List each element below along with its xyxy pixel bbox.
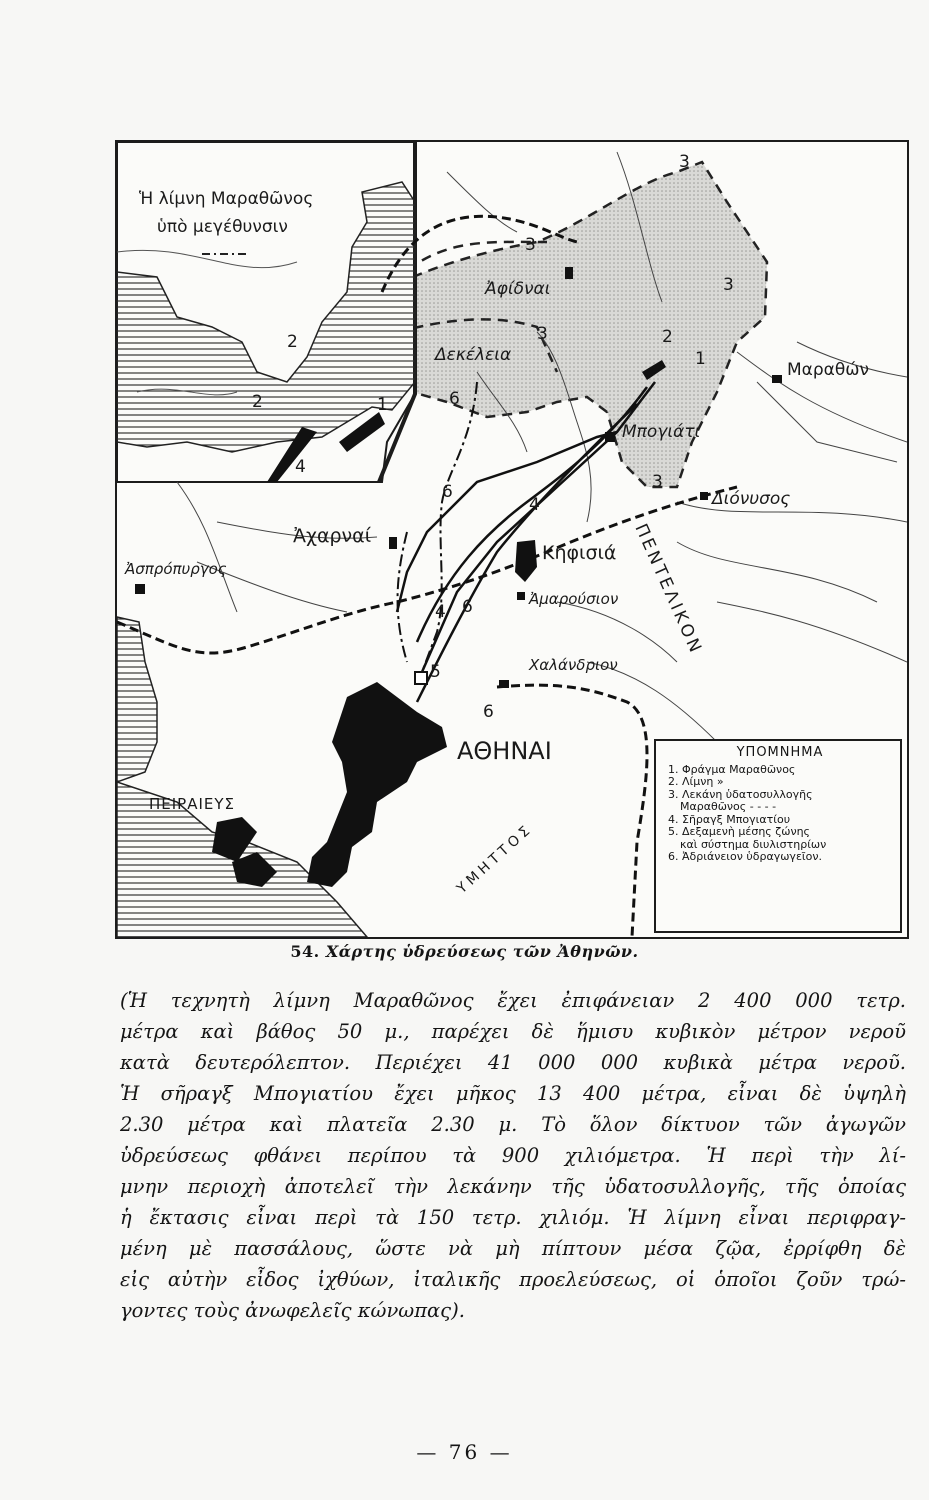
text-line: Ἡ σῆραγξ Μπογιατίου ἔχει μῆκος 13 400 μέτρα, εἶναι δὲ ὑψηλὴ (120, 1082, 906, 1105)
marker-4: 4 (435, 602, 446, 622)
mountain-pentelikon: ΠΕΝΤΕΛΙΚΟΝ (630, 520, 707, 659)
text-line: γοντες τοὺς ἀνωφελεῖς κώνωπας). (120, 1299, 465, 1322)
marker-2: 2 (662, 327, 673, 347)
figure-caption (0, 942, 929, 961)
legend-item: καὶ σύστημα διυλιστηρίων (680, 837, 827, 851)
text-line: 2.30 μέτρα καὶ πλατεῖα 2.30 μ. Τὸ ὅλον δίκτυον τῶν ἀγωγῶν (120, 1113, 906, 1136)
legend-item: 6. Ἀδριάνειον ὑδραγωγεῖον. (668, 850, 822, 863)
marker-5: 5 (430, 662, 441, 682)
road-south (497, 685, 647, 937)
map-legend (654, 739, 902, 933)
text-line: ἡ ἔκτασις εἶναι περὶ τὰ 150 τετρ. χιλιόμ. Ἡ λίμνη εἶναι περιφραγ- (120, 1206, 906, 1229)
caption-text: Χάρτης ὑδρεύσεως τῶν Ἀθηνῶν. (325, 942, 639, 961)
kifisia-urban (515, 540, 537, 582)
afidnai-town (565, 267, 573, 279)
legend-item: 5. Δεξαμενὴ μέσης ζώνης (668, 825, 811, 838)
marker-1: 1 (695, 349, 706, 369)
text-line: ὑδρεύσεως φθάνει περίπου τὰ 900 χιλιόμετρα. Ἡ περὶ τὴν λί- (120, 1144, 906, 1167)
sea-west (117, 617, 157, 782)
legend-item: 2. Λίμνη » (668, 775, 724, 788)
inset-title-2: ὑπὸ μεγέθυνσιν (157, 217, 288, 237)
legend-item: 1. Φράγμα Μαραθῶνος (668, 762, 796, 776)
text-line: κατὰ δευτερόλεπτον. Περιέχει 41 000 000 κυβικὰ μέτρα νεροῦ. (120, 1051, 906, 1074)
place-dekeleia: Δεκέλεια (435, 345, 512, 365)
marker-6: 6 (483, 702, 494, 722)
marker-3: 3 (652, 472, 663, 492)
legend-item: 3. Λεκάνη ὑδατοσυλλογῆς (668, 787, 813, 801)
water-supply-map (115, 140, 909, 939)
text-line: (Ἡ τεχνητὴ λίμνη Μαραθῶνος ἔχει ἐπιφάνειαν 2 400 000 τετρ. (120, 989, 906, 1012)
inset-marker: 4 (295, 457, 306, 477)
reservoir (415, 672, 427, 684)
legend-title: ΥΠΟΜΝΗΜΑ (736, 745, 824, 760)
inset-marker: 2 (287, 332, 298, 352)
inset-marker: 2 (252, 392, 263, 412)
marathon-town (772, 375, 782, 383)
marker-6: 6 (462, 597, 473, 617)
text-line: μένη μὲ πασσάλους, ὥστε νὰ μὴ πίπτουν μέσα ζῷα, ἐρρίφθη δὲ (120, 1237, 906, 1260)
marker-6: 6 (442, 482, 453, 502)
place-amarousion: Ἀμαρούσιον (529, 590, 619, 608)
page-number: — 76 — (416, 1440, 513, 1464)
place-chalandrion: Χαλάνδριον (529, 656, 618, 674)
legend-item: 4. Σῆραγξ Μπογιατίου (668, 812, 791, 826)
marker-3: 3 (679, 152, 690, 172)
place-aspropyrgos: Ἀσπρόπυργος (125, 560, 227, 578)
place-kifisia: Κηφισιά (542, 542, 617, 564)
caption-number: 54. (290, 942, 320, 961)
marker-3: 3 (525, 235, 536, 255)
legend-item: Μαραθῶνος - - - - (680, 800, 777, 813)
place-acharnai: Ἀχαρναί (293, 525, 372, 547)
marker-6: 6 (449, 389, 460, 409)
mountain-ymittos: ΥΜΗΤΤΟΣ (453, 820, 537, 897)
place-dionysos: Διόνυσος (712, 489, 791, 509)
place-afidnai: Ἀφίδναι (485, 279, 551, 299)
marker-4: 4 (529, 495, 540, 515)
place-peiraieus: ΠΕΙΡΑΙΕΥΣ (149, 795, 236, 813)
aspropyrgos-town (135, 584, 145, 594)
body-paragraph (120, 985, 906, 1326)
text-line: μνην περιοχὴ ἀποτελεῖ τὴν λεκάνην τῆς ὑδατοσυλλογῆς, τῆς ὁποίας (120, 1175, 906, 1198)
place-marathon: Μαραθών (787, 360, 870, 380)
inset-marker: 1 (377, 395, 388, 415)
inset-title-1: Ἡ λίμνη Μαραθῶνος (139, 189, 314, 209)
text-line: εἰς αὐτὴν εἶδος ἰχθύων, ἰταλικῆς προελεύσεως, οἱ ὁποῖοι ζοῦν τρώ- (120, 1268, 906, 1291)
dionysos-town (700, 492, 708, 500)
text-line: μέτρα καὶ βάθος 50 μ., παρέχει δὲ ἥμισυ κυβικὸν μέτρον νεροῦ (120, 1020, 906, 1043)
athens-urban (307, 682, 447, 887)
mpogiati-town (605, 432, 615, 442)
place-mpogiati: Μπογιάτι (622, 422, 701, 442)
marker-3: 3 (723, 275, 734, 295)
chalandrion-town (499, 680, 509, 688)
marker-3: 3 (537, 324, 548, 344)
acharnai-town (389, 537, 397, 549)
amarousion-town (517, 592, 525, 600)
place-athinai: ΑΘΗΝΑΙ (457, 737, 552, 765)
